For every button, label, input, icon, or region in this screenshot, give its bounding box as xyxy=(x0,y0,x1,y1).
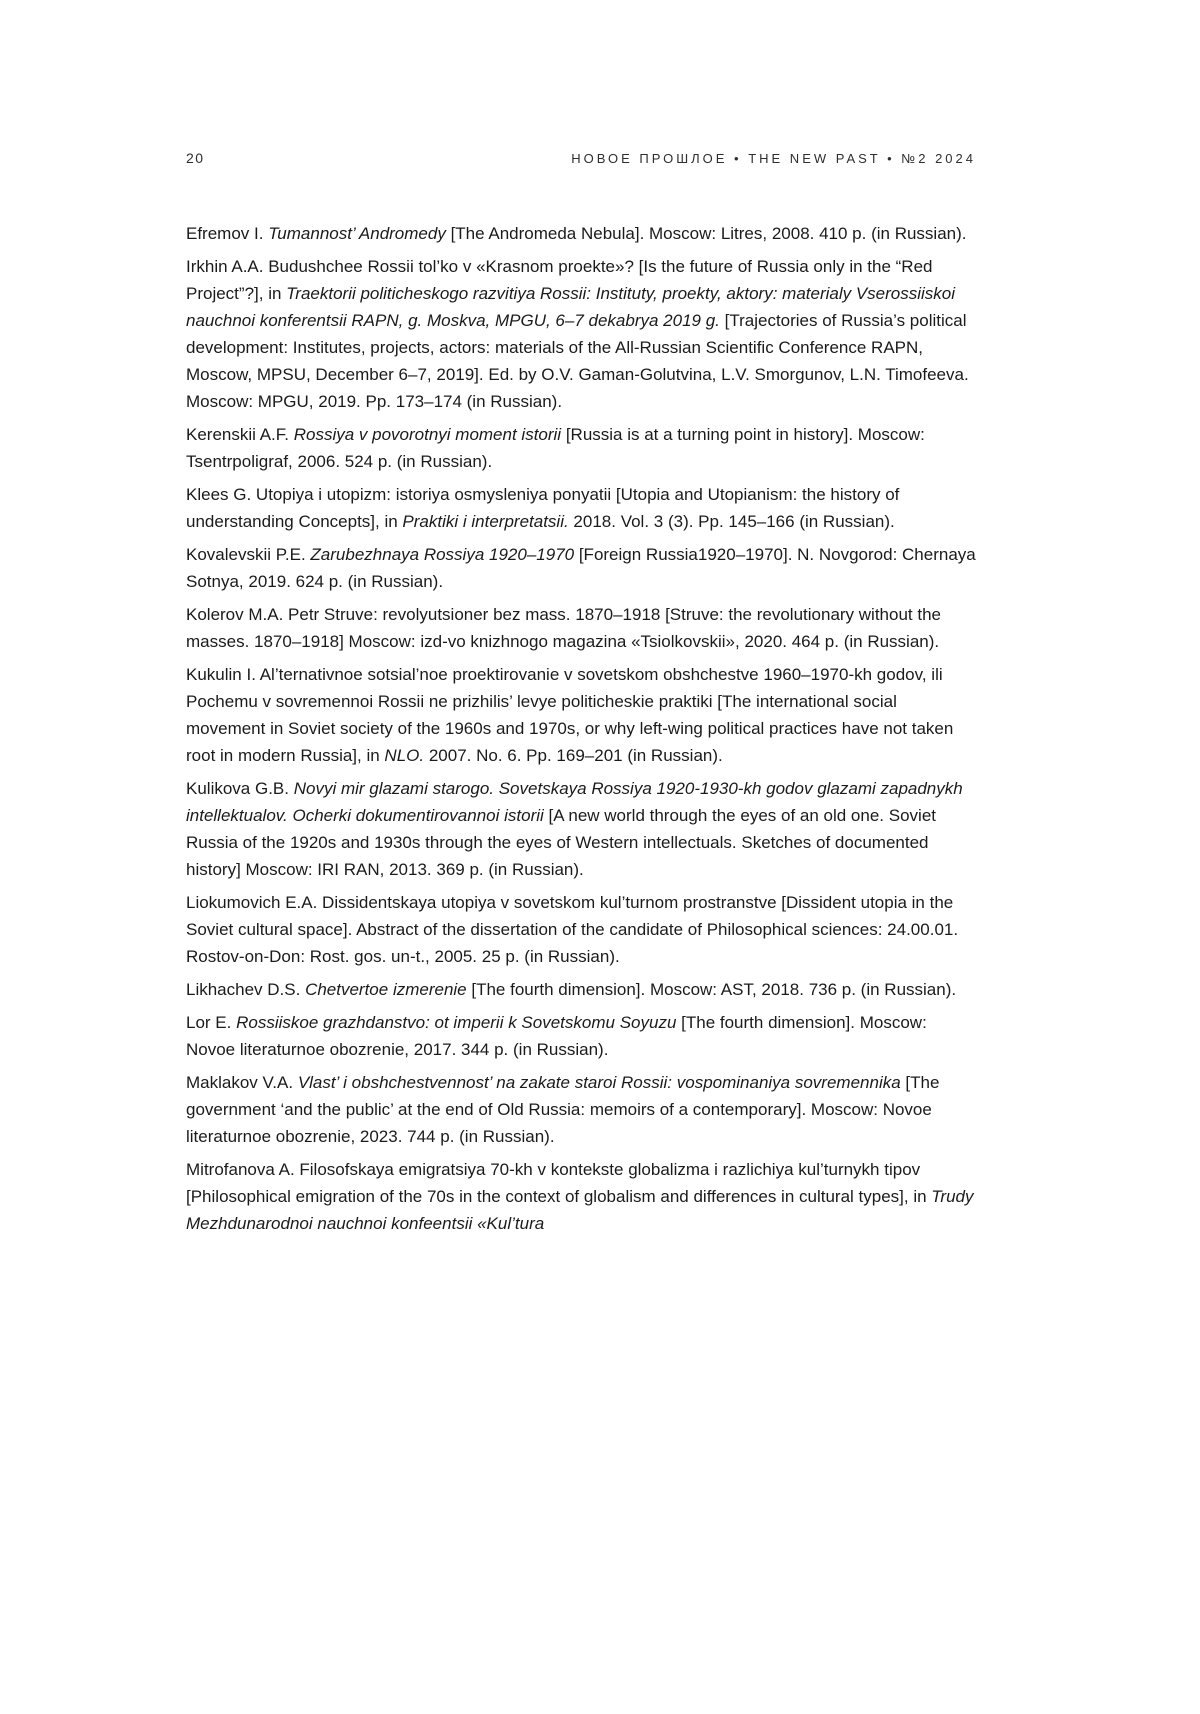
reference-text: [The Andromeda Nebula]. Moscow: Litres, 2008. 410 p. (in Russian). xyxy=(445,224,967,243)
reference-text: Maklakov V.A. xyxy=(186,1073,298,1092)
reference-entry xyxy=(186,1009,976,1063)
reference-entry xyxy=(186,775,976,883)
references-list xyxy=(186,220,976,1237)
reference-text: [The government ‘and the public’ at the end of Old Russia: memoirs of a contemporary]. Moscow: Novoe literaturnoe obozrenie, 2023. 744 p. (in Russian). xyxy=(186,1073,940,1146)
reference-text: Efremov I. xyxy=(186,224,269,243)
reference-title-italic: Praktiki i interpretatsii. xyxy=(402,512,569,531)
reference-title-italic: Traektorii politicheskogo razvitiya Rossii: Instituty, proekty, aktory: materialy Vserossiiskoi nauchnoi konferentsii RAPN, g. Moskva, MPGU, 6–7 dekabrya 2019 g. xyxy=(186,284,956,330)
reference-entry xyxy=(186,661,976,769)
reference-title-italic: Novyi mir glazami starogo. Sovetskaya Rossiya 1920-1930-kh godov glazami zapadnykh intellektualov. Ocherki dokumentirovannoi istorii xyxy=(186,779,963,825)
reference-text: [A new world through the eyes of an old one. Soviet Russia of the 1920s and 1930s through the eyes of Western intellectuals. Sketches of documented history] Moscow: IRI RAN, 2013. 369 p. (in Russian). xyxy=(186,806,936,879)
reference-entry xyxy=(186,976,976,1003)
reference-text: Likhachev D.S. xyxy=(186,980,306,999)
reference-title-italic: Zarubezhnaya Rossiya 1920–1970 xyxy=(310,545,575,564)
reference-title-italic: NLO. xyxy=(384,746,425,765)
reference-entry xyxy=(186,1069,976,1150)
reference-title-italic: Rossiya v povorotnyi moment istorii xyxy=(293,425,562,444)
reference-text: Lor E. xyxy=(186,1013,237,1032)
reference-entry xyxy=(186,1156,976,1237)
reference-text: Kukulin I. Al’ternativnoe sotsial’noe proektirovanie v sovetskom obshchestve 1960–1970-kh godov, ili Pochemu v sovremennoi Rossii ne prizhilis’ levye politicheskie praktiki [The international social movement in Soviet society of the 1960s and 1970s, or why left-wing political practices have not taken root in modern Russia], in xyxy=(186,665,954,765)
reference-text: 2018. Vol. 3 (3). Pp. 145–166 (in Russian). xyxy=(568,512,895,531)
reference-text: [The fourth dimension]. Moscow: AST, 2018. 736 p. (in Russian). xyxy=(466,980,957,999)
reference-entry xyxy=(186,601,976,655)
reference-text: Liokumovich E.A. Dissidentskaya utopiya v sovetskom kul’turnom prostranstve [Dissident utopia in the Soviet cultural space]. Abstract of the dissertation of the candidate of Philosophical sciences: 24.00.01. Rostov-on-Don: Rost. gos. un-t., 2005. 25 p. (in Russian). xyxy=(186,893,959,966)
reference-entry xyxy=(186,541,976,595)
reference-text: Klees G. Utopiya i utopizm: istoriya osmysleniya ponyatii [Utopia and Utopianism: the history of understanding Concepts], in xyxy=(186,485,900,531)
reference-title-italic: Chetvertoe izmerenie xyxy=(305,980,467,999)
reference-title-italic: Tumannost’ Andromedy xyxy=(268,224,446,243)
reference-text: Kulikova G.B. xyxy=(186,779,294,798)
reference-text: Kolerov M.A. Petr Struve: revolyutsioner bez mass. 1870–1918 [Struve: the revolutionary without the masses. 1870–1918] Moscow: izd-vo knizhnogo magazina «Tsiolkovskii», 2020. 464 p. (in Russian). xyxy=(186,605,941,651)
reference-entry xyxy=(186,889,976,970)
reference-text: Mitrofanova A. Filosofskaya emigratsiya 70-kh v kontekste globalizma i razlichiya kul’turnykh tipov [Philosophical emigration of the 70s in the context of globalism and differences in cultural types], in xyxy=(186,1160,932,1206)
reference-text: Kovalevskii P.E. xyxy=(186,545,311,564)
reference-title-italic: Trudy Mezhdunarodnoi nauchnoi konfeentsii «Kul’tura xyxy=(186,1187,974,1233)
running-title: НОВОЕ ПРОШЛОЕ • THE NEW PAST • №2 2024 xyxy=(571,151,976,166)
reference-text: [Foreign Russia1920–1970]. N. Novgorod: Chernaya Sotnya, 2019. 624 p. (in Russian). xyxy=(186,545,976,591)
reference-entry xyxy=(186,253,976,415)
reference-title-italic: Rossiiskoe grazhdanstvo: ot imperii k Sovetskomu Soyuzu xyxy=(236,1013,677,1032)
page-number: 20 xyxy=(186,150,205,166)
reference-text: 2007. No. 6. Pp. 169–201 (in Russian). xyxy=(424,746,723,765)
reference-text: [Russia is at a turning point in history]. Moscow: Tsentrpoligraf, 2006. 524 p. (in Russian). xyxy=(186,425,925,471)
reference-text: [The fourth dimension]. Moscow: Novoe literaturnoe obozrenie, 2017. 344 p. (in Russian). xyxy=(186,1013,927,1059)
reference-title-italic: Vlast’ i obshchestvennost’ na zakate staroi Rossii: vospominaniya sovremennika xyxy=(297,1073,901,1092)
reference-entry xyxy=(186,481,976,535)
reference-text: Kerenskii A.F. xyxy=(186,425,294,444)
reference-text: Irkhin A.A. Budushchee Rossii tol’ko v «Krasnom proekte»? [Is the future of Russia only in the “Red Project”?], in xyxy=(186,257,933,303)
reference-entry xyxy=(186,421,976,475)
reference-text: [Trajectories of Russia’s political development: Institutes, projects, actors: materials of the All-Russian Scientific Conference RAPN, Moscow, MPSU, December 6–7, 2019]. Ed. by O.V. Gaman-Golutvina, L.V. Smorgunov, L.N. Timofeeva. Moscow: MPGU, 2019. Pp. 173–174 (in Russian). xyxy=(186,311,969,411)
reference-entry xyxy=(186,220,976,247)
page-header xyxy=(186,150,976,166)
